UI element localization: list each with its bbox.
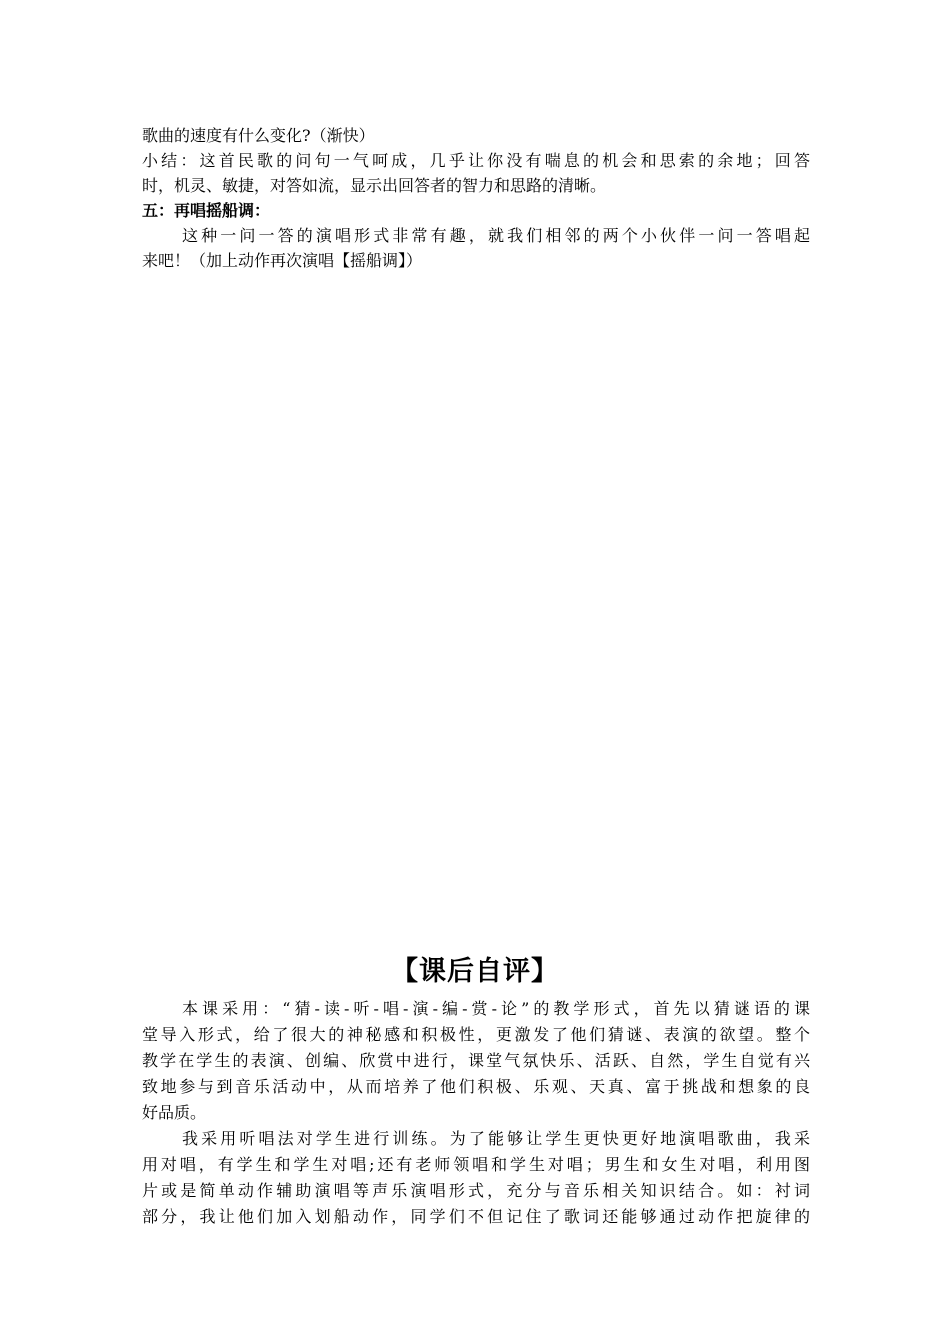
review-paragraph-line: 我采用听唱法对学生进行训练。为了能够让学生更快更好地演唱歌曲，我采 [182, 1129, 810, 1148]
summary-line: 小结：这首民歌的问句一气呵成，几乎让你没有喘息的机会和思索的余地；回答 [142, 151, 810, 170]
review-paragraph-line: 致地参与到音乐活动中，从而培养了他们积极、乐观、天真、富于挑战和想象的良 [142, 1077, 810, 1096]
review-title: 【课后自评】 [391, 956, 559, 987]
paragraph-line: 这种一问一答的演唱形式非常有趣，就我们相邻的两个小伙伴一问一答唱起 [182, 226, 810, 245]
paragraph-line: 来吧！（加上动作再次演唱【摇船调】） [142, 251, 423, 270]
review-paragraph-line: 教学在学生的表演、创编、欣赏中进行，课堂气氛快乐、活跃、自然，学生自觉有兴 [142, 1051, 810, 1070]
review-body [142, 996, 810, 1230]
review-paragraph-line: 部分，我让他们加入划船动作，同学们不但记住了歌词还能够通过动作把旋律的 [142, 1207, 810, 1226]
review-paragraph-line: 本课采用：“猜-读-听-唱-演-编-赏-论”的教学形式，首先以猜谜语的课 [182, 999, 810, 1018]
summary-line: 时，机灵、敏捷，对答如流，显示出回答者的智力和思路的清晰。 [142, 176, 607, 195]
review-paragraph-line: 片或是简单动作辅助演唱等声乐演唱形式，充分与音乐相关知识结合。如：衬词 [142, 1181, 810, 1200]
review-paragraph-line: 堂导入形式，给了很大的神秘感和积极性，更激发了他们猜谜、表演的欲望。整个 [142, 1025, 810, 1044]
tempo-question: 歌曲的速度有什么变化?（渐快） [142, 126, 375, 145]
review-paragraph-line: 用对唱，有学生和学生对唱;还有老师领唱和学生对唱；男生和女生对唱，利用图 [142, 1155, 810, 1174]
section-five-heading: 五：再唱摇船调： [142, 201, 271, 220]
review-paragraph-line: 好品质。 [142, 1103, 207, 1122]
lesson-continuation [142, 123, 810, 273]
